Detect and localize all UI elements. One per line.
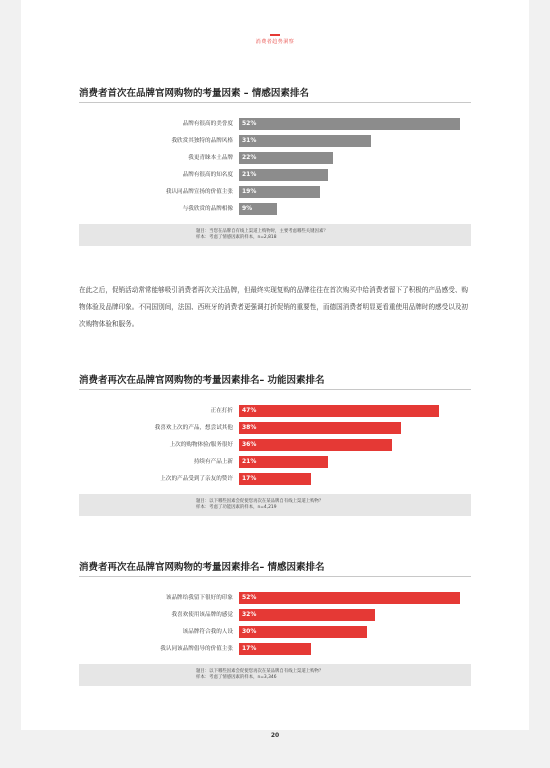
value-label: 52% <box>242 594 257 601</box>
note-question: 题目：当您在品牌自有线上渠道上购物时，主要考虑哪些关键因素？ <box>196 229 328 234</box>
bar-row <box>79 625 471 639</box>
category-label: 品牌有很高的知名度 <box>182 172 233 178</box>
bar-row <box>79 591 471 605</box>
bar <box>239 439 392 451</box>
bar <box>239 135 371 147</box>
value-label: 52% <box>242 120 257 127</box>
note-sample: 样本：考虑了情感因素的样本，n=2,818 <box>196 235 277 240</box>
bar-row <box>79 151 471 165</box>
value-label: 21% <box>242 171 257 178</box>
chart-section-1 <box>79 86 471 212</box>
bar <box>239 405 439 417</box>
bar-row <box>79 455 471 469</box>
value-label: 38% <box>242 424 257 431</box>
category-label: 与我欣赏的品牌相像 <box>182 206 233 212</box>
bar-row <box>79 404 471 418</box>
chart-note <box>79 664 471 686</box>
chart-note <box>79 224 471 246</box>
category-label: 上次的产品受到了亲友的赞许 <box>160 476 233 482</box>
category-label: 持续有产品上新 <box>193 459 233 465</box>
note-question: 题目：以下哪些因素会促使您再次在某品牌自有线上渠道上购物？ <box>196 669 324 674</box>
value-label: 22% <box>242 154 257 161</box>
bar-row <box>79 168 471 182</box>
chart-note <box>79 494 471 516</box>
value-label: 17% <box>242 645 257 652</box>
category-label: 品牌有很高的美誉度 <box>182 121 233 127</box>
bar <box>239 626 367 638</box>
bar <box>239 422 401 434</box>
value-label: 30% <box>242 628 257 635</box>
category-label: 该品牌符合我的人设 <box>182 629 233 635</box>
value-label: 47% <box>242 407 257 414</box>
value-label: 21% <box>242 458 257 465</box>
category-label: 我认同该品牌倡导的价值主张 <box>160 646 233 652</box>
note-question: 题目：以下哪些因素会促使您再次在某品牌自有线上渠道上购物？ <box>196 499 324 504</box>
value-label: 36% <box>242 441 257 448</box>
category-label: 正在打折 <box>210 408 233 414</box>
category-label: 我欣赏其独特的品牌风格 <box>171 138 233 144</box>
bar <box>239 592 460 604</box>
category-label: 我认同品牌宣扬的价值主张 <box>165 189 233 195</box>
bar <box>239 118 460 130</box>
bar-row <box>79 642 471 656</box>
bar-row <box>79 421 471 435</box>
bar-row <box>79 134 471 148</box>
category-label: 上次的购物体验/服务很好 <box>169 442 233 448</box>
note-sample: 样本：考虑了功能因素的样本，n=4,219 <box>196 505 277 510</box>
category-label: 该品牌给我留下很好的印象 <box>165 595 233 601</box>
category-label: 我喜欢使用该品牌的感觉 <box>171 612 233 618</box>
value-label: 17% <box>242 475 257 482</box>
chart-section-2 <box>79 373 471 482</box>
header-label: 消费者趋势洞察 <box>255 39 295 45</box>
bar-row <box>79 608 471 622</box>
value-label: 32% <box>242 611 257 618</box>
bar-row <box>79 202 471 216</box>
note-sample: 样本：考虑了情感因素的样本，n=3,346 <box>196 675 277 680</box>
bar-row <box>79 117 471 131</box>
chart-section-3 <box>79 560 471 652</box>
bar-row <box>79 472 471 486</box>
chart-title: 消费者再次在品牌官网购物的考量因素排名– 情感因素排名 <box>79 560 471 577</box>
value-label: 9% <box>242 205 253 212</box>
category-label: 我喜欢上次的产品，想尝试其他 <box>154 425 233 431</box>
category-label: 我更青睐本土品牌 <box>188 155 233 161</box>
bar-row <box>79 438 471 452</box>
header-accent-line <box>270 34 280 36</box>
chart-title: 消费者再次在品牌官网购物的考量因素排名– 功能因素排名 <box>79 373 471 390</box>
value-label: 19% <box>242 188 257 195</box>
bar-row <box>79 185 471 199</box>
body-paragraph: 在此之后，促销活动常常能够吸引消费者再次关注品牌，但最终实现复购的品牌往往在首次购买中给消费者留下了积极的产品感受、购物体验及品牌印象。不同国别间，法国、西班牙的消费者更强调打折促销的重要性，而德国消费者明显更看重使用品牌时的感受以及初次购物体验和服务。 <box>79 286 469 328</box>
chart-title: 消费者首次在品牌官网购物的考量因素 – 情感因素排名 <box>79 86 471 103</box>
bar <box>239 609 375 621</box>
page-number: 20 <box>270 732 280 739</box>
value-label: 31% <box>242 137 257 144</box>
